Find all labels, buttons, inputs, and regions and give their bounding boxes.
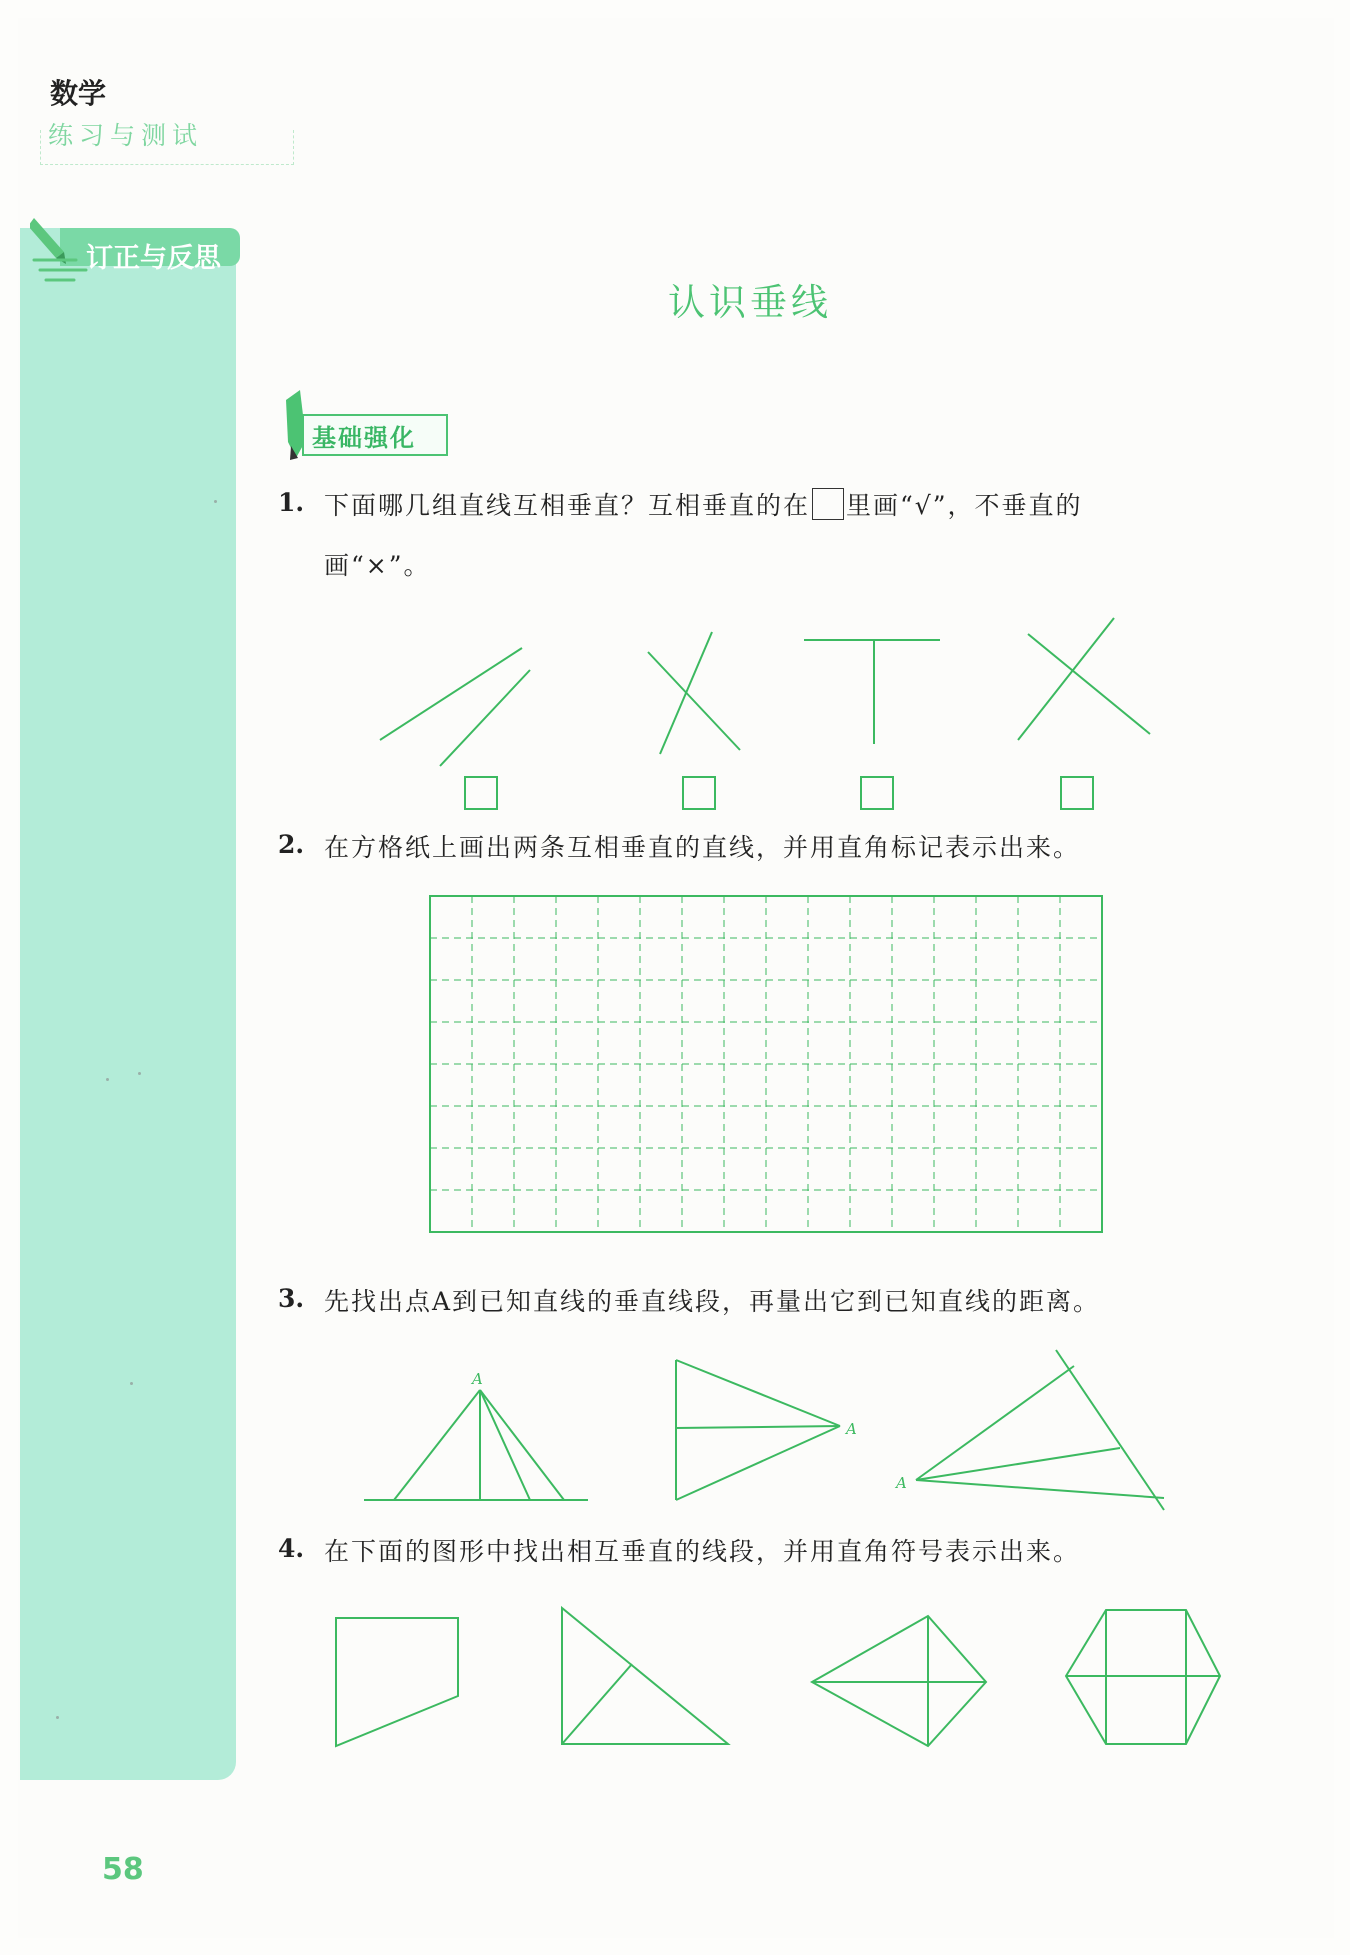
trapezoid-shape [336,1618,458,1746]
page-number: 58 [102,1852,144,1887]
question-2-number: 2. [278,830,305,859]
question-3-text: 先找出点A到已知直线的垂直线段，再量出它到已知直线的距离。 [324,1287,1101,1316]
kite-shape [812,1616,986,1746]
question-3-number: 3. [278,1284,305,1313]
scan-speck [56,1716,59,1719]
scan-speck [214,500,217,503]
question-1-text-line2: 画“×”。 [324,551,431,580]
question-1-number: 1. [278,488,305,517]
book-title: 数学 [50,77,107,110]
question-2-text: 在方格纸上画出两条互相垂直的直线，并用直角标记表示出来。 [324,833,1081,862]
point-a-label-2: A [846,1420,857,1438]
question-1-text-b: 里画“√”，不垂直的 [846,491,1083,520]
scan-speck [138,1072,141,1075]
question-1-text-a: 下面哪几组直线互相垂直？互相垂直的在 [324,491,811,520]
question-4-text: 在下面的图形中找出相互垂直的线段，并用直角符号表示出来。 [324,1537,1081,1566]
hexagon-shape [1066,1610,1220,1744]
scan-speck [106,1078,109,1081]
point-a-label-1: A [472,1370,483,1388]
point-a-label-3: A [896,1474,907,1492]
book-subtitle: 练习与测试 [48,121,204,150]
question-4-number: 4. [278,1534,305,1563]
lesson-title: 认识垂线 [668,281,832,324]
section-tag-label: 基础强化 [312,424,416,452]
right-triangle-shape [562,1608,728,1744]
sidebar-label: 订正与反思 [86,243,221,274]
scan-speck [130,1382,133,1385]
